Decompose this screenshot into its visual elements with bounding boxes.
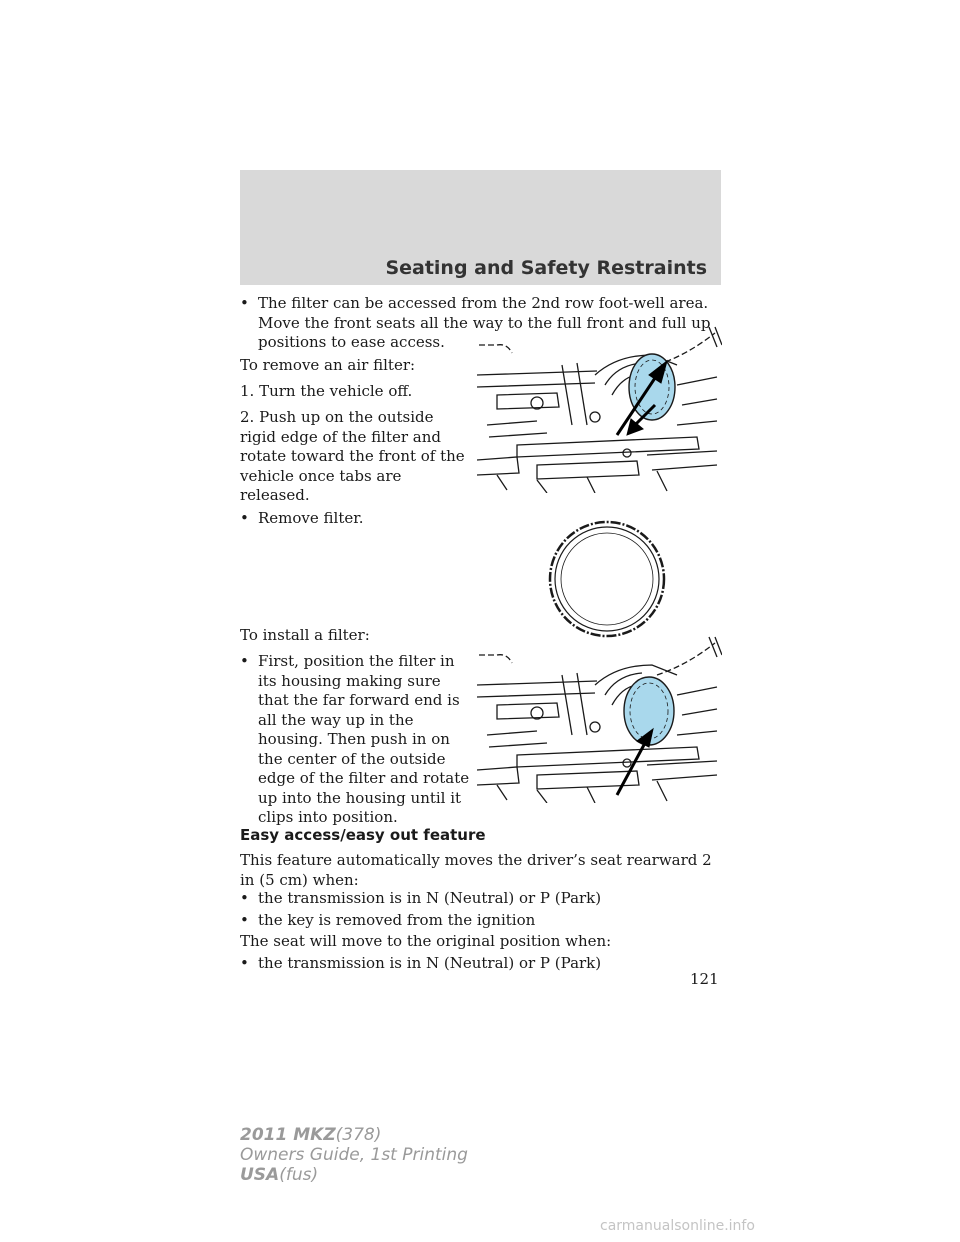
remove-bullet-text: Remove filter. <box>258 509 364 527</box>
footer-imprint <box>240 1125 468 1185</box>
return-description: The seat will move to the original position when: <box>240 932 612 950</box>
footer-line-guide: Owners Guide, 1st Printing <box>240 1145 468 1165</box>
install-bullet-text: First, position the filter in its housing making sure that the far forward end is all the way up in the housing. Then push in on the center of the outside edge of the filter and rotate up into the housing until it clips into position. <box>258 652 470 826</box>
section-title: Seating and Safety Restraints <box>385 257 707 279</box>
return-bullet-item: the transmission is in N (Neutral) or P (Park) <box>258 954 602 972</box>
page-number: 121 <box>690 970 719 988</box>
footer-line-market <box>240 1165 468 1185</box>
install-intro: To install a filter: <box>240 626 370 644</box>
footer-market: USA <box>240 1165 280 1185</box>
bullet-glyph: • <box>240 509 249 527</box>
watermark: carmanualsonline.info <box>600 1218 755 1234</box>
filter-installation-illustration <box>477 635 722 803</box>
bullet-glyph: • <box>240 954 249 972</box>
bullet-glyph: • <box>240 889 249 907</box>
footer-model-code: (378) <box>335 1125 382 1145</box>
filter-removal-illustration <box>477 325 722 493</box>
bullet-glyph: • <box>240 294 249 312</box>
remove-intro: To remove an air filter: <box>240 356 416 374</box>
footer-model: 2011 MKZ <box>240 1125 336 1145</box>
air-filter-illustration <box>546 518 668 640</box>
bullet-glyph: • <box>240 911 249 929</box>
header-band <box>240 170 721 285</box>
feature-description: This feature automatically moves the driver’s seat rearward 2 in (5 cm) when: <box>240 851 712 889</box>
step-1: 1. Turn the vehicle off. <box>240 382 413 400</box>
access-bullet-text: The filter can be accessed from the 2nd row foot-well area. Move the front seats all the way to the full front and full up positions to ease access. <box>258 294 711 351</box>
feature-bullet-item: the transmission is in N (Neutral) or P (Park) <box>258 889 602 907</box>
bullet-glyph: • <box>240 652 249 670</box>
footer-line-model <box>240 1125 468 1145</box>
feature-bullet-item: the key is removed from the ignition <box>258 911 536 929</box>
section-subheading: Easy access/easy out feature <box>240 826 486 844</box>
step-2: 2. Push up on the outside rigid edge of the filter and rotate toward the front of the vehicle once tabs are released. <box>240 408 465 504</box>
footer-market-code: (fus) <box>279 1165 319 1185</box>
